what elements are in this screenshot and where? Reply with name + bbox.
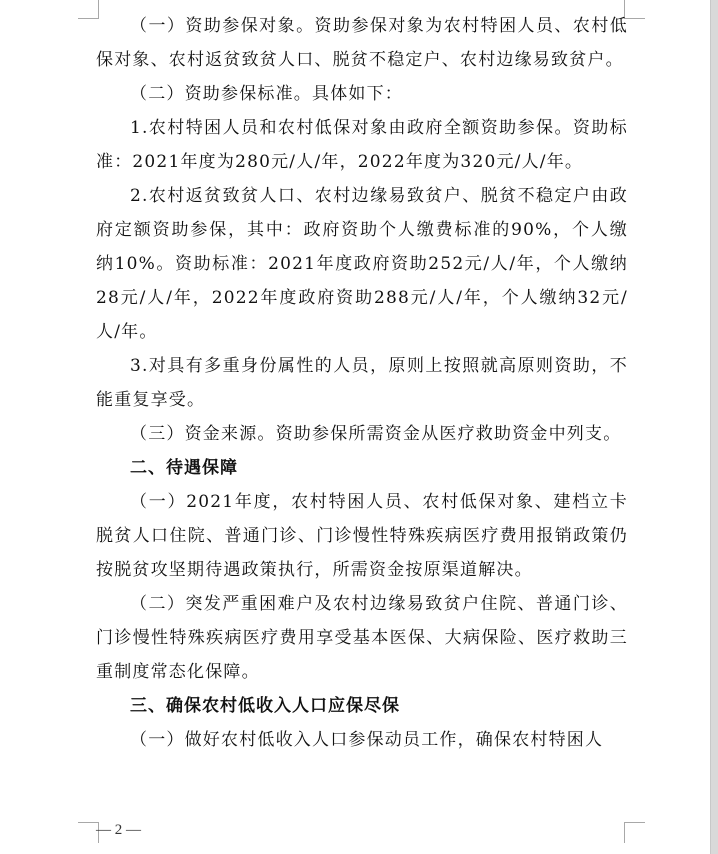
page-number: — 2 — [96,822,141,838]
paragraph: 2.农村返贫致贫人口、农村边缘易致贫户、脱贫不稳定户由政府定额资助参保，其中：政府资助个人缴费标准的90%，个人缴纳10%。资助标准：2021年度政府资助252元/人/年，个人缴纳28元/人/年，2022年度政府资助288元/人/年，个人缴纳32元/人/年。 [96,186,628,342]
paragraph: 1.农村特困人员和农村低保对象由政府全额资助参保。资助标准：2021年度为280元/人/年，2022年度为320元/人/年。 [96,118,628,172]
document-body [96,9,628,757]
paragraph: （三）资金来源。资助参保所需资金从医疗救助资金中列支。 [130,424,622,444]
paragraph: （二）突发严重困难户及农村边缘易致贫户住院、普通门诊、门诊慢性特殊疾病医疗费用享受基本医保、大病保险、医疗救助三重制度常态化保障。 [96,594,628,682]
page-corner-mark-bottom-right [624,822,645,843]
paragraph: 3.对具有多重身份属性的人员，原则上按照就高原则资助，不能重复享受。 [96,356,628,410]
paragraph: （一）做好农村低收入人口参保动员工作，确保农村特困人 [130,730,604,750]
paragraph: （一）资助参保对象。资助参保对象为农村特困人员、农村低保对象、农村返贫致贫人口、脱贫不稳定户、农村边缘易致贫户。 [96,16,628,70]
paragraph: （二）资助参保标准。具体如下： [130,84,403,104]
section-heading: 三、确保农村低收入人口应保尽保 [130,696,400,716]
paragraph: （一）2021年度，农村特困人员、农村低保对象、建档立卡脱贫人口住院、普通门诊、门诊慢性特殊疾病医疗费用报销政策仍按脱贫攻坚期待遇政策执行，所需资金按原渠道解决。 [96,492,628,580]
section-heading: 二、待遇保障 [130,458,238,478]
